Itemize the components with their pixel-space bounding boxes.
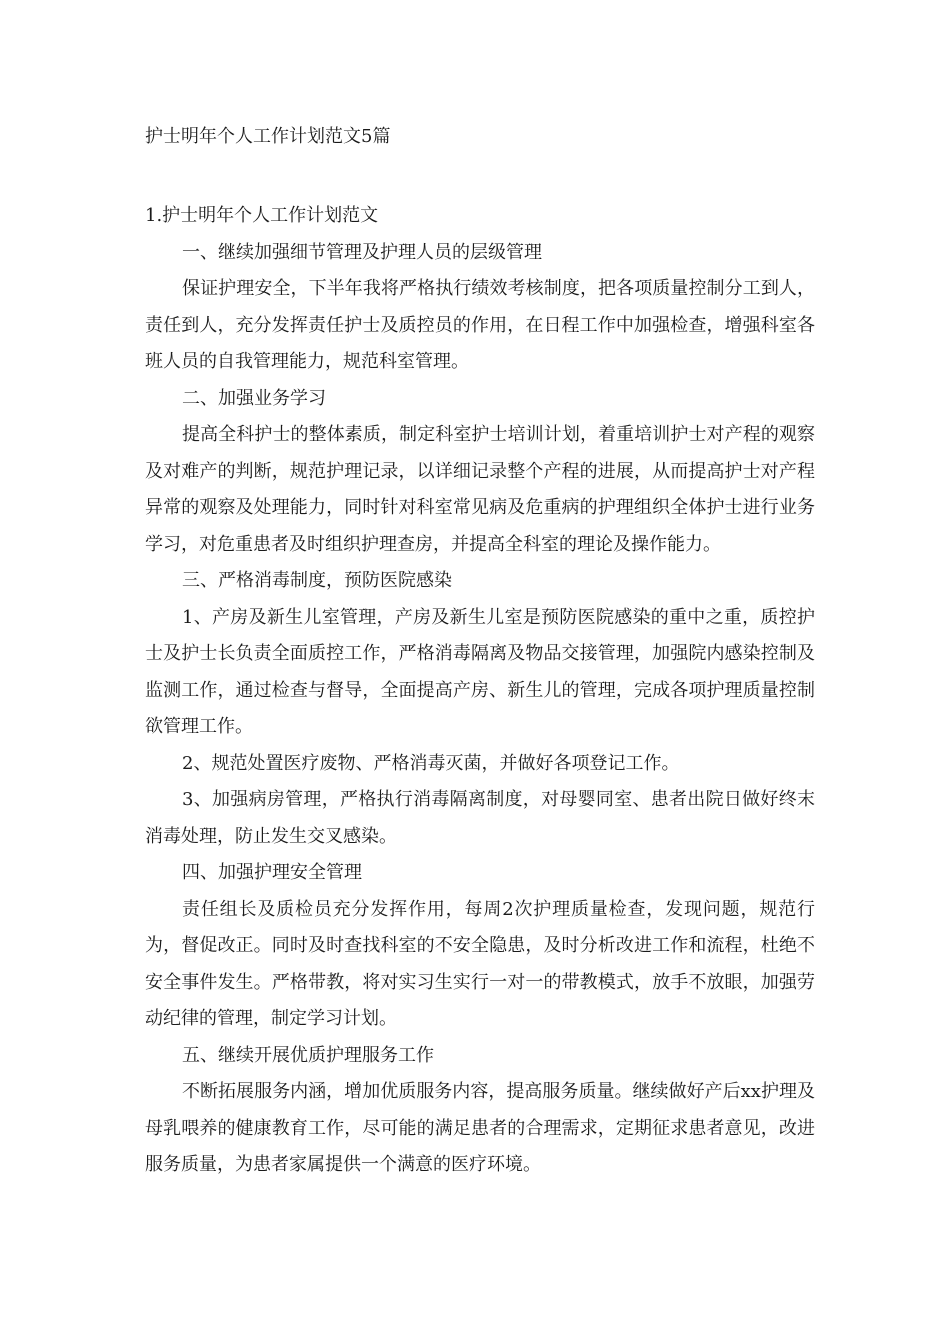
paragraph: 责任组长及质检员充分发挥作用，每周2次护理质量检查，发现问题，规范行为，督促改正。同时及时查找科室的不安全隐患，及时分析改进工作和流程，杜绝不安全事件发生。严格带教，将对实习生实行一对一的带教模式，放手不放眼，加强劳动纪律的管理，制定学习计划。 [145,898,815,1029]
paragraph: 不断拓展服务内涵，增加优质服务内容，提高服务质量。继续做好产后xx护理及母乳喂养的健康教育工作，尽可能的满足患者的合理需求，定期征求患者意见，改进服务质量，为患者家属提供一个满意的医疗环境。 [145,1081,815,1175]
paragraph: 2、规范处置医疗废物、严格消毒灭菌，并做好各项登记工作。 [182,752,680,774]
document-title: 护士明年个人工作计划范文5篇 [145,126,391,147]
heading-4: 四、加强护理安全管理 [182,862,362,883]
heading-1: 一、继续加强细节管理及护理人员的层级管理 [182,241,542,263]
paragraph: 1、产房及新生儿室管理，产房及新生儿室是预防医院感染的重中之重，质控护士及护士长负责全面质控工作，严格消毒隔离及物品交接管理，加强院内感染控制及监测工作，通过检查与督导，全面提高产房、新生儿的管理，完成各项护理质量控制欲管理工作。 [145,606,815,737]
paragraph: 3、加强病房管理，严格执行消毒隔离制度，对母婴同室、患者出院日做好终末消毒处理，防止发生交叉感染。 [145,789,815,847]
heading-3: 三、严格消毒制度，预防医院感染 [182,570,452,591]
paragraph: 提高全科护士的整体素质，制定科室护士培训计划，着重培训护士对产程的观察及对难产的判断，规范护理记录，以详细记录整个产程的进展，从而提高护士对产程异常的观察及处理能力，同时针对科室常见病及危重病的护理组织全体护士进行业务学习，对危重患者及时组织护理查房，并提高全科室的理论及操作能力。 [145,424,815,555]
paragraph: 保证护理安全，下半年我将严格执行绩效考核制度，把各项质量控制分工到人，责任到人，充分发挥责任护士及质控员的作用，在日程工作中加强检查，增强科室各班人员的自我管理能力，规范科室管理。 [145,278,815,372]
document-body [145,198,815,1184]
section-title: 1.护士明年个人工作计划范文 [145,205,379,226]
heading-2: 二、加强业务学习 [182,387,326,409]
heading-5: 五、继续开展优质护理服务工作 [182,1044,434,1066]
